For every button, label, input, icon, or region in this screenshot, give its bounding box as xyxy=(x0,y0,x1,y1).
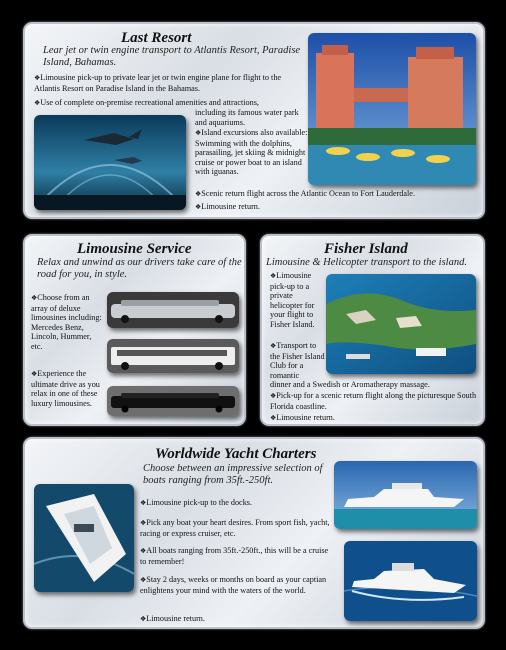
limousine-bullet-2: ❖Experience the ultimate drive as you relax in one of these luxury limousines. xyxy=(31,369,100,408)
fisher-bullet-2-cont: dinner and a Swedish or Aromatherapy massage. xyxy=(270,380,430,389)
fisher-island-panel xyxy=(260,234,485,426)
last-resort-panel xyxy=(23,22,485,219)
yacht-bullet-3: ❖All boats ranging from 35ft.-250ft., this will be a cruise to remember! xyxy=(140,546,329,566)
last-resort-bullet-4: ❖Scenic return flight across the Atlantic Ocean to Fort Lauderdale. xyxy=(195,189,415,198)
yacht-bullet-2: ❖Pick any boat your heart desires. From sport fish, yacht, racing or express cruiser, etc. xyxy=(140,518,330,538)
yacht-charters-title: Worldwide Yacht Charters xyxy=(155,446,317,462)
last-resort-bullet-3: ❖Island excursions also available: Swimming with the dolphins, parasailing, jet skiing & midnight cruise or power boat to an island with iguanas. xyxy=(195,128,308,177)
limousine-bullet-1: ❖Choose from an array of deluxe limousines including: Mercedes Benz, Lincoln, Hummer, etc. xyxy=(31,293,102,351)
yacht-aerial-photo xyxy=(34,484,134,592)
fisher-bullet-2: ❖Transport to the Fisher Island Club for a romantic xyxy=(270,341,325,380)
fisher-bullet-4: ❖Limousine return. xyxy=(270,413,335,422)
fisher-bullet-3: ❖Pick-up for a scenic return flight along the picturesque South Florida coastline. xyxy=(270,391,477,411)
fisher-island-subtitle: Limousine & Helicopter transport to the island. xyxy=(266,257,467,268)
silver-limousine-photo xyxy=(107,292,239,328)
yacht-charters-panel xyxy=(23,437,485,629)
last-resort-bullet-1: ❖Limousine pick-up to private lear jet or twin engine plane for flight to the Atlantis Resort on Paradise Island in the Bahamas. xyxy=(34,73,282,93)
atlantis-resort-photo xyxy=(308,33,476,185)
black-limousine-photo xyxy=(107,386,239,416)
yacht-bullet-1: ❖Limousine pick-up to the docks. xyxy=(140,498,253,507)
last-resort-bullet-5: ❖Limousine return. xyxy=(195,202,260,211)
fisher-bullet-1: ❖Limousine pick-up to a private helicopter for your flight to Fisher Island. xyxy=(270,271,315,329)
white-yacht-photo xyxy=(334,461,477,529)
limousine-title: Limousine Service xyxy=(77,241,192,257)
fisher-island-aerial-photo xyxy=(326,274,476,374)
last-resort-bullet-2-cont: including its famous water park and aquariums. xyxy=(195,108,299,127)
yacht-bullet-4: ❖Stay 2 days, weeks or months on board as your captian enlightens your mind with the waters of the world. xyxy=(140,575,327,595)
last-resort-bullet-2: ❖Use of complete on-premise recreational amenities and attractions, xyxy=(34,98,259,107)
aquarium-tunnel-photo xyxy=(34,115,186,210)
limousine-panel xyxy=(23,234,246,426)
limousine-subtitle: Relax and unwind as our drivers take care of the road for you, in style. xyxy=(37,257,242,280)
fisher-island-title: Fisher Island xyxy=(324,241,408,257)
yacht-at-sea-photo xyxy=(344,541,477,621)
yacht-bullet-5: ❖Limousine return. xyxy=(140,614,205,623)
hummer-limousine-photo xyxy=(107,339,239,373)
last-resort-title: Last Resort xyxy=(121,30,192,46)
yacht-charters-subtitle: Choose between an impressive selection of boats ranging from 35ft.-250ft. xyxy=(143,463,323,486)
last-resort-subtitle: Lear jet or twin engine transport to Atlantis Resort, Paradise Island, Bahamas. xyxy=(43,45,301,68)
